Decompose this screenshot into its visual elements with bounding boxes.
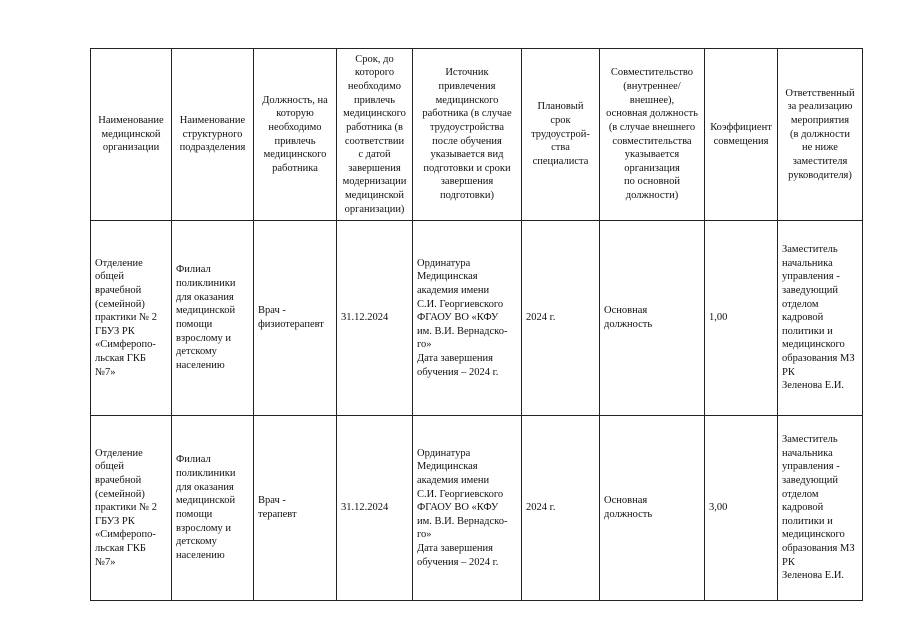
cell-position: Врач - физиотерапевт [254,221,337,416]
header-planned-date: Плановый срок трудоустрой- ства специалиста [522,49,600,221]
cell-combination: Основная должность [600,416,705,601]
cell-planned-date: 2024 г. [522,221,600,416]
cell-source: Ординатура Медицинская академия имени С.И. Георгиевского ФГАОУ ВО «КФУ им. В.И. Вернадско- го» Дата завершения обучения – 2024 г. [413,221,522,416]
cell-combination: Основная должность [600,221,705,416]
header-source: Источник привлечения медицинского работника (в случае трудоустройства после обучения указывается вид подготовки и сроки завершения подготовки) [413,49,522,221]
cell-planned-date: 2024 г. [522,416,600,601]
cell-organization: Отделение общей врачебной (семейной) практики № 2 ГБУЗ РК «Симферопо- льская ГКБ №7» [91,416,172,601]
cell-position: Врач - терапевт [254,416,337,601]
header-department: Наименование структурного подразделения [172,49,254,221]
table-row [91,416,863,601]
staffing-table [90,48,863,601]
cell-department: Филиал поликлиники для оказания медицинской помощи взрослому и детскому населению [172,221,254,416]
cell-deadline: 31.12.2024 [337,221,413,416]
table-row [91,221,863,416]
cell-responsible: Заместитель начальника управления - заведующий отделом кадровой политики и медицинского образования МЗ РК Зеленова Е.И. [778,221,863,416]
header-deadline: Срок, до которого необходимо привлечь медицинского работника (в соответствии с датой завершения модернизации медицинской организации) [337,49,413,221]
cell-coefficient: 1,00 [705,221,778,416]
cell-deadline: 31.12.2024 [337,416,413,601]
cell-responsible: Заместитель начальника управления - заведующий отделом кадровой политики и медицинского образования МЗ РК Зеленова Е.И. [778,416,863,601]
table-header-row [91,49,863,221]
header-combination: Совместительство (внутреннее/ внешнее), основная должность (в случае внешнего совместительства указывается организация по основной должности) [600,49,705,221]
header-responsible: Ответственный за реализацию мероприятия (в должности не ниже заместителя руководителя) [778,49,863,221]
cell-coefficient: 3,00 [705,416,778,601]
cell-source: Ординатура Медицинская академия имени С.И. Георгиевского ФГАОУ ВО «КФУ им. В.И. Вернадско- го» Дата завершения обучения – 2024 г. [413,416,522,601]
cell-organization: Отделение общей врачебной (семейной) практики № 2 ГБУЗ РК «Симферопо- льская ГКБ №7» [91,221,172,416]
header-organization: Наименование медицинской организации [91,49,172,221]
header-coefficient: Коэффициент совмещения [705,49,778,221]
cell-department: Филиал поликлиники для оказания медицинской помощи взрослому и детскому населению [172,416,254,601]
header-position: Должность, на которую необходимо привлечь медицинского работника [254,49,337,221]
